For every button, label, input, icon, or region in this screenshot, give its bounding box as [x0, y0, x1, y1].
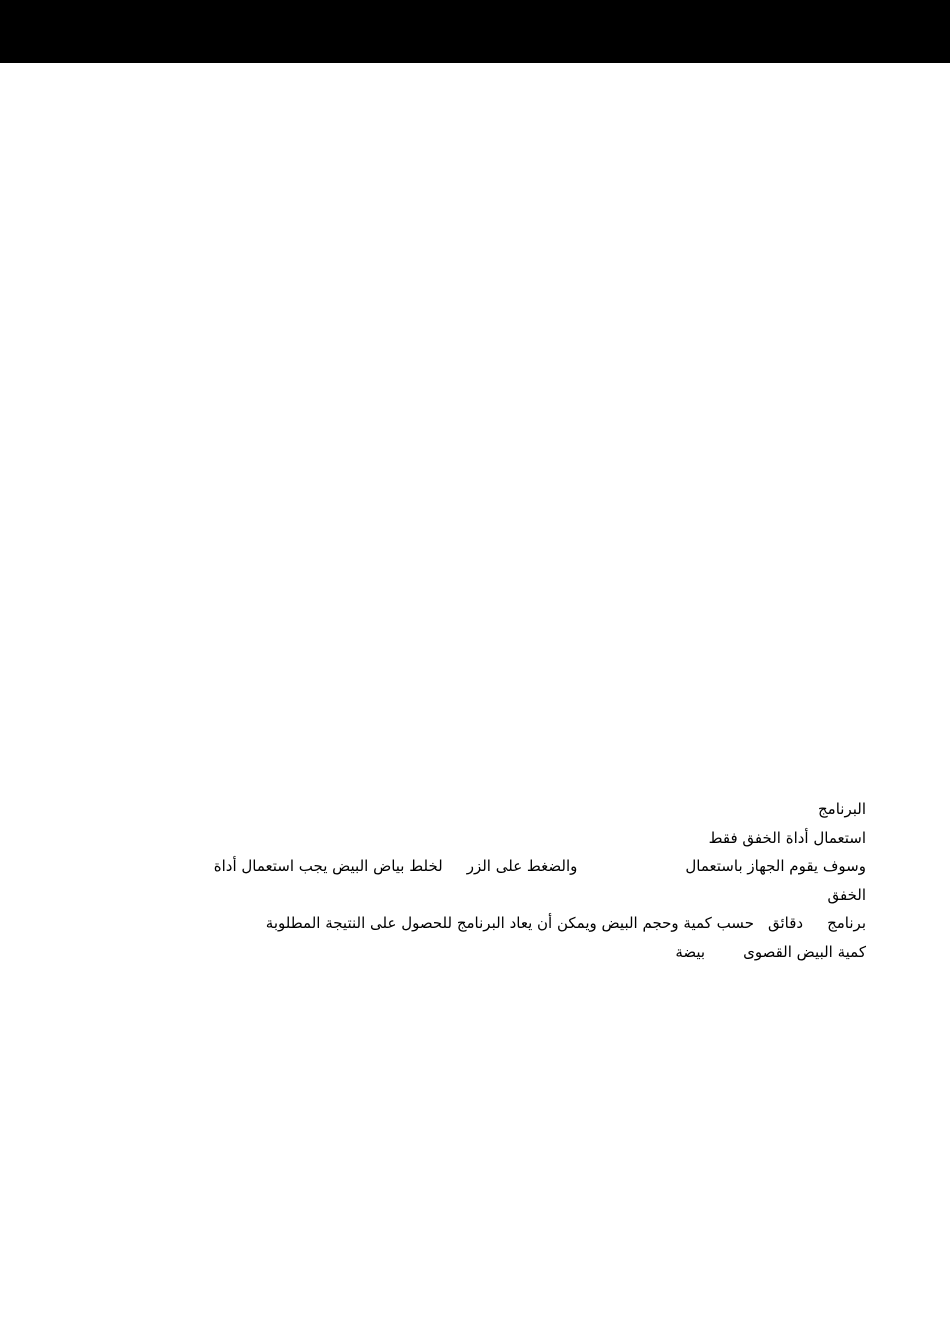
text-line-4 [166, 881, 866, 910]
text-line-program-title [166, 795, 866, 824]
whisk-only-text: استعمال أداة الخفق فقط [708, 828, 866, 847]
text-line-5 [166, 909, 866, 938]
egg-text: بيضة [675, 942, 706, 961]
device-uses-text: وسوف يقوم الجهاز باستعمال [685, 857, 866, 875]
whisk-text: الخفق [827, 885, 866, 904]
press-button-text: والضغط على الزر [466, 857, 578, 875]
mix-egg-whites-text: لخلط بياض البيض يجب استعمال أداة [213, 857, 443, 875]
text-line-6 [166, 938, 866, 967]
text-line-3 [166, 852, 866, 881]
max-eggs-text: كمية البيض القصوى [743, 942, 866, 961]
depending-on-eggs-text: حسب كمية وحجم البيض ويمكن أن يعاد البرنامج للحصول على النتيجة المطلوبة [265, 914, 754, 932]
header-bar [0, 0, 950, 63]
minutes-text: دقائق [767, 914, 804, 932]
text-line-2 [166, 824, 866, 853]
manual-text-block [166, 795, 866, 966]
program-text: برنامج [827, 914, 866, 932]
program-title: البرنامج [817, 800, 866, 818]
